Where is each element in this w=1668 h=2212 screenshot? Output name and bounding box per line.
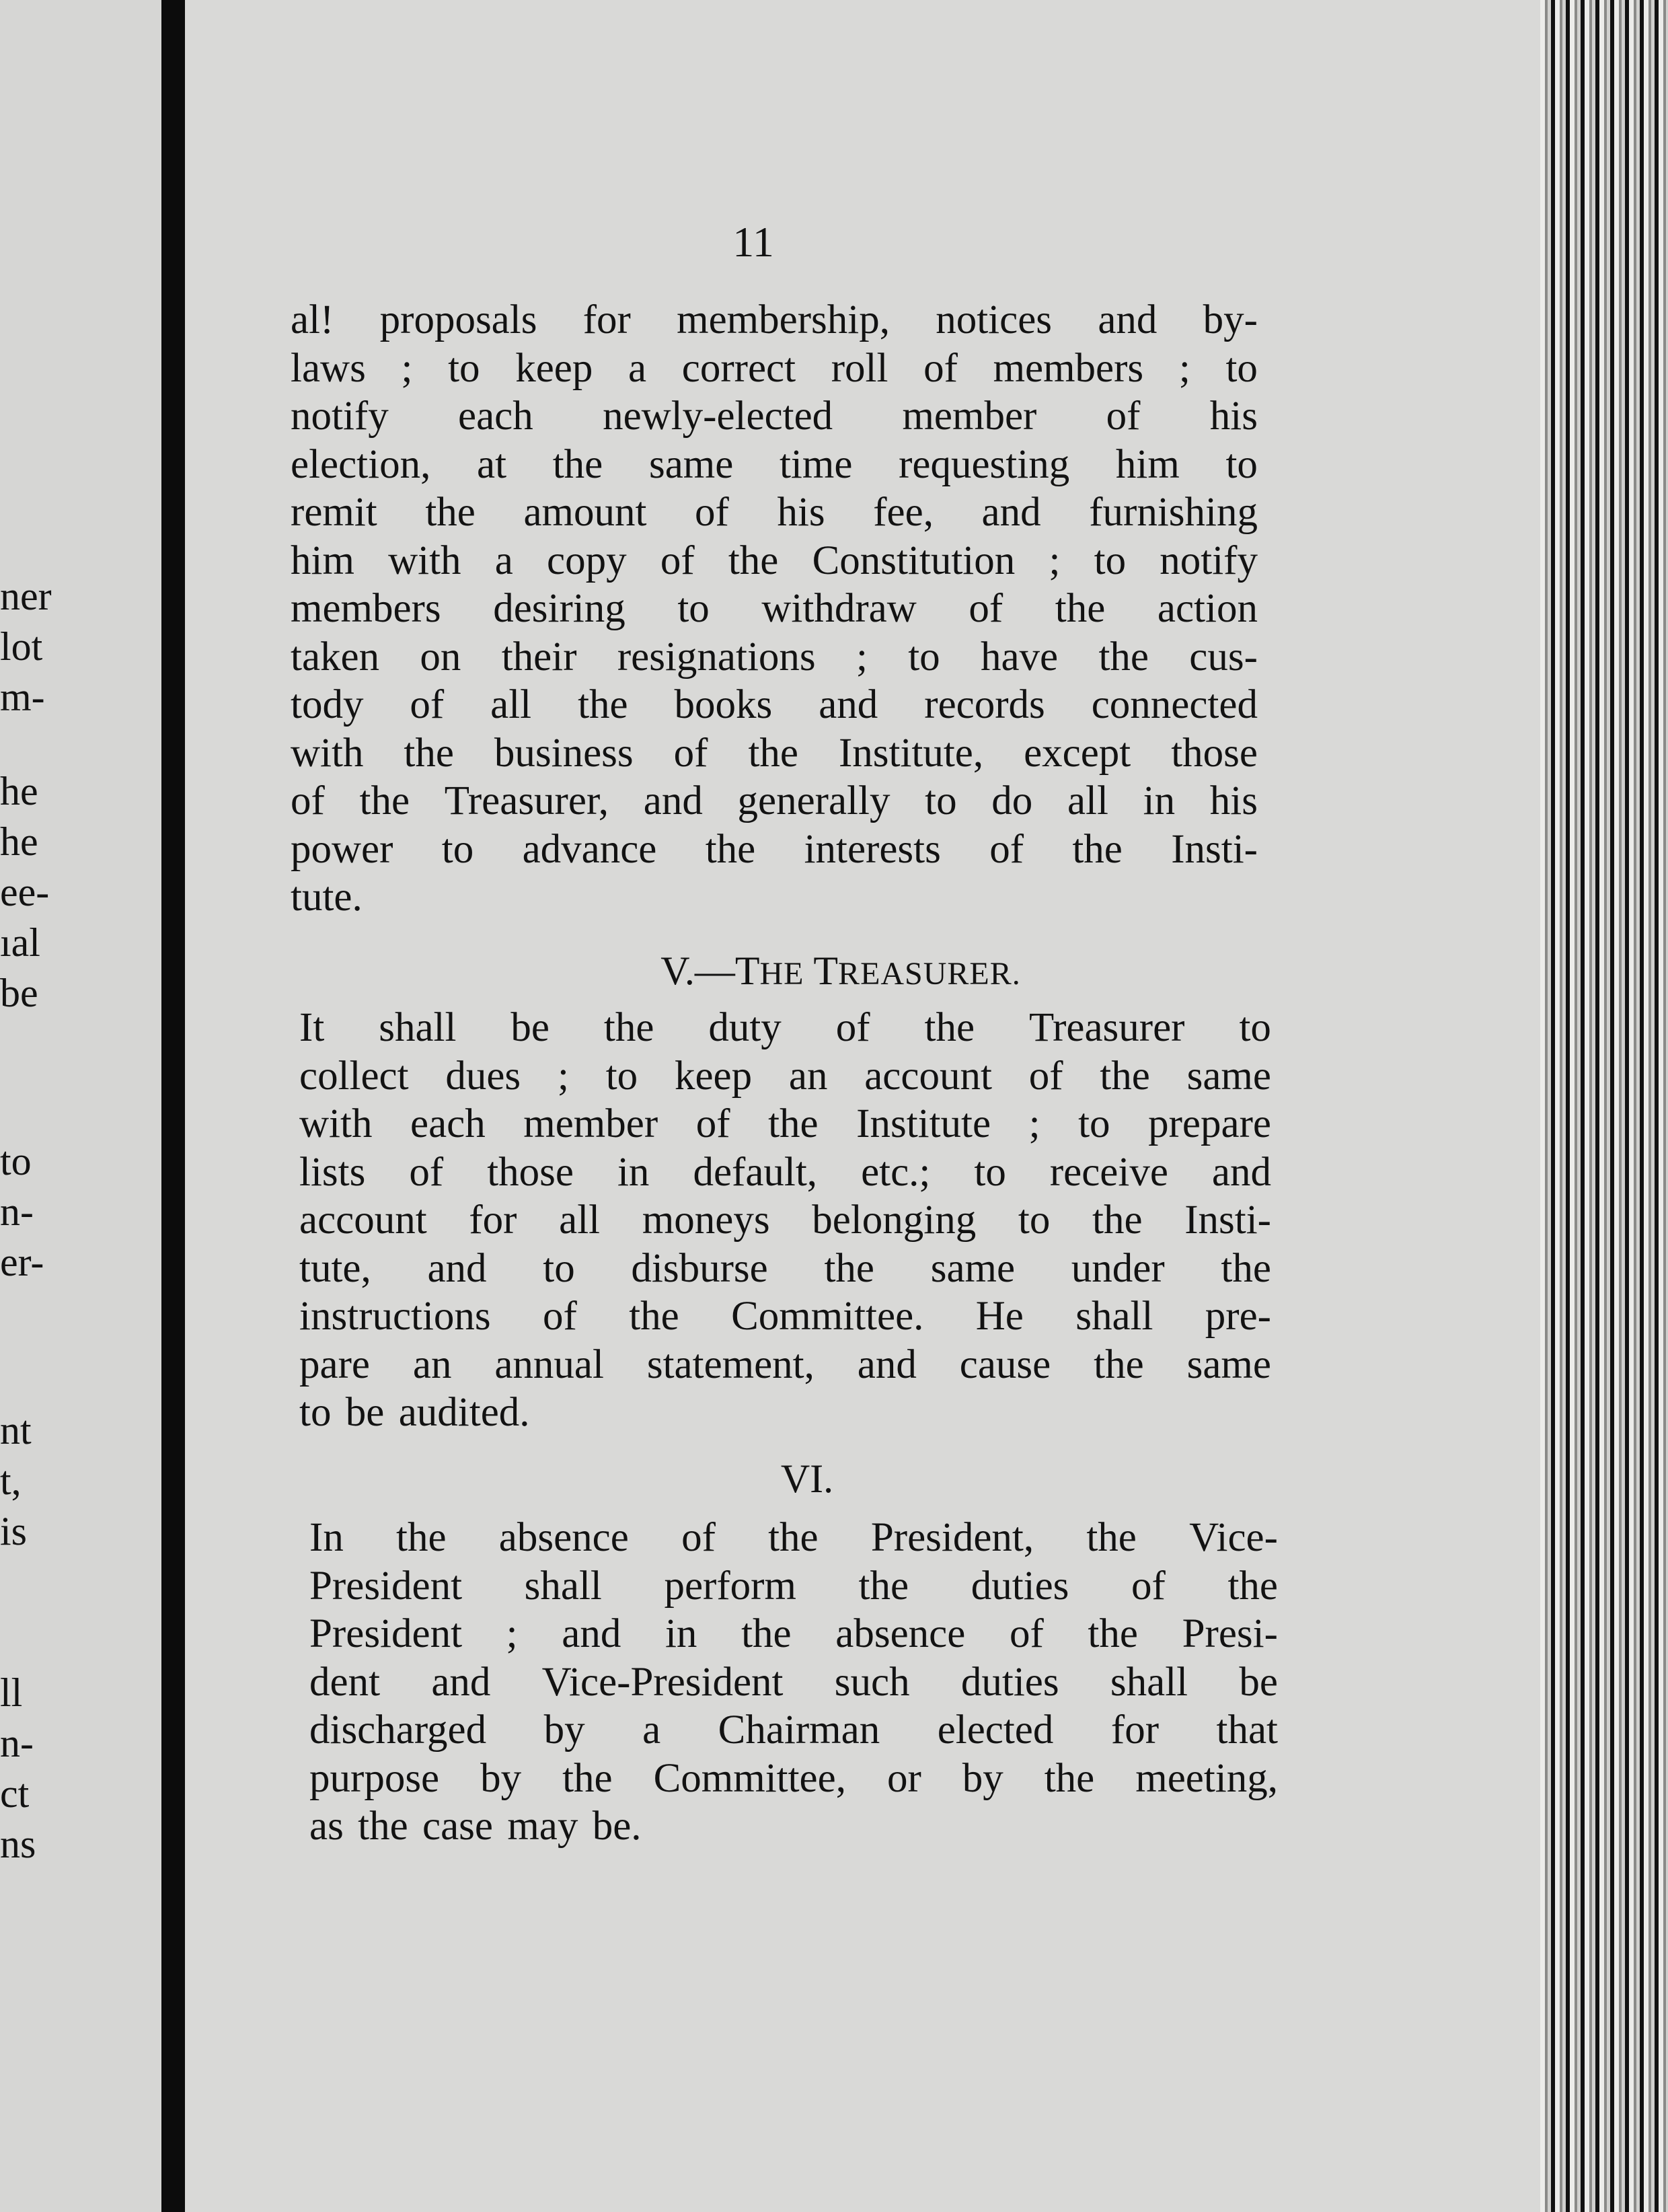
- text-line: account for all moneys belonging to the Insti-: [299, 1197, 1271, 1243]
- left-page-fragment: m-: [0, 675, 45, 719]
- text-line: lists of those in default, etc.; to receive and: [299, 1149, 1271, 1195]
- text-line: members desiring to withdraw of the action: [291, 586, 1258, 631]
- left-page-fragment: nt: [0, 1408, 32, 1452]
- text-line: election, at the same time requesting him to: [291, 441, 1258, 487]
- text-line: as the case may be.: [309, 1804, 642, 1849]
- left-page-fragment: to: [0, 1139, 32, 1183]
- text-line: power to advance the interests of the Insti-: [291, 826, 1258, 872]
- text-line: tute, and to disburse the same under the: [299, 1245, 1271, 1291]
- left-page-fragment: lot: [0, 624, 43, 669]
- text-line: President ; and in the absence of the Presi-: [309, 1611, 1278, 1656]
- text-line: with each member of the Institute ; to prepare: [299, 1101, 1271, 1146]
- left-page-fragment: n-: [0, 1189, 34, 1234]
- text-line: It shall be the duty of the Treasurer to: [299, 1005, 1271, 1050]
- left-page-fragment: ee-: [0, 870, 50, 914]
- left-page-fragment: he: [0, 769, 38, 813]
- text-line: al! proposals for membership, notices and by-: [291, 297, 1258, 342]
- text-line: taken on their resignations ; to have the cus-: [291, 634, 1258, 679]
- text-line: to be audited.: [299, 1390, 530, 1435]
- text-line: President shall perform the duties of the: [309, 1563, 1278, 1609]
- left-page-fragment: ll: [0, 1670, 23, 1715]
- left-page-fragment: is: [0, 1509, 28, 1553]
- text-line: tute.: [291, 875, 363, 920]
- page-edges: [1540, 0, 1668, 2212]
- text-line: tody of all the books and records connected: [291, 682, 1258, 727]
- book-spine: [161, 0, 185, 2212]
- left-page-fragment: he: [0, 819, 38, 864]
- text-line: collect dues ; to keep an account of the same: [299, 1053, 1271, 1099]
- text-line: dent and Vice-President such duties shall be: [309, 1659, 1278, 1705]
- text-line: him with a copy of the Constitution ; to notify: [291, 538, 1258, 583]
- section-vi-heading: VI.: [780, 1457, 834, 1501]
- left-page-fragment: t,: [0, 1459, 22, 1503]
- text-line: remit the amount of his fee, and furnishing: [291, 490, 1258, 535]
- left-page-fragment: ns: [0, 1822, 36, 1866]
- section-v-heading: V.—THE TREASURER.: [660, 949, 1021, 993]
- page-number: 11: [732, 218, 774, 266]
- text-line: of the Treasurer, and generally to do all in his: [291, 778, 1258, 823]
- left-page-fragment: ner: [0, 574, 52, 618]
- text-line: instructions of the Committee. He shall pre-: [299, 1294, 1271, 1339]
- left-page: [0, 0, 161, 2212]
- text-line: pare an annual statement, and cause the same: [299, 1341, 1271, 1387]
- text-line: In the absence of the President, the Vice-: [309, 1515, 1278, 1560]
- text-line: laws ; to keep a correct roll of members ; to: [291, 345, 1258, 391]
- left-page-fragment: ct: [0, 1771, 30, 1816]
- left-page-fragment: er-: [0, 1240, 44, 1284]
- left-page-fragment: n-: [0, 1721, 34, 1765]
- left-page-fragment: ıal: [0, 920, 40, 965]
- text-line: discharged by a Chairman elected for that: [309, 1707, 1278, 1753]
- text-line: purpose by the Committee, or by the meeting,: [309, 1755, 1278, 1801]
- left-page-fragment: be: [0, 971, 38, 1015]
- text-line: with the business of the Institute, except those: [291, 730, 1258, 776]
- text-line: notify each newly-elected member of his: [291, 394, 1258, 439]
